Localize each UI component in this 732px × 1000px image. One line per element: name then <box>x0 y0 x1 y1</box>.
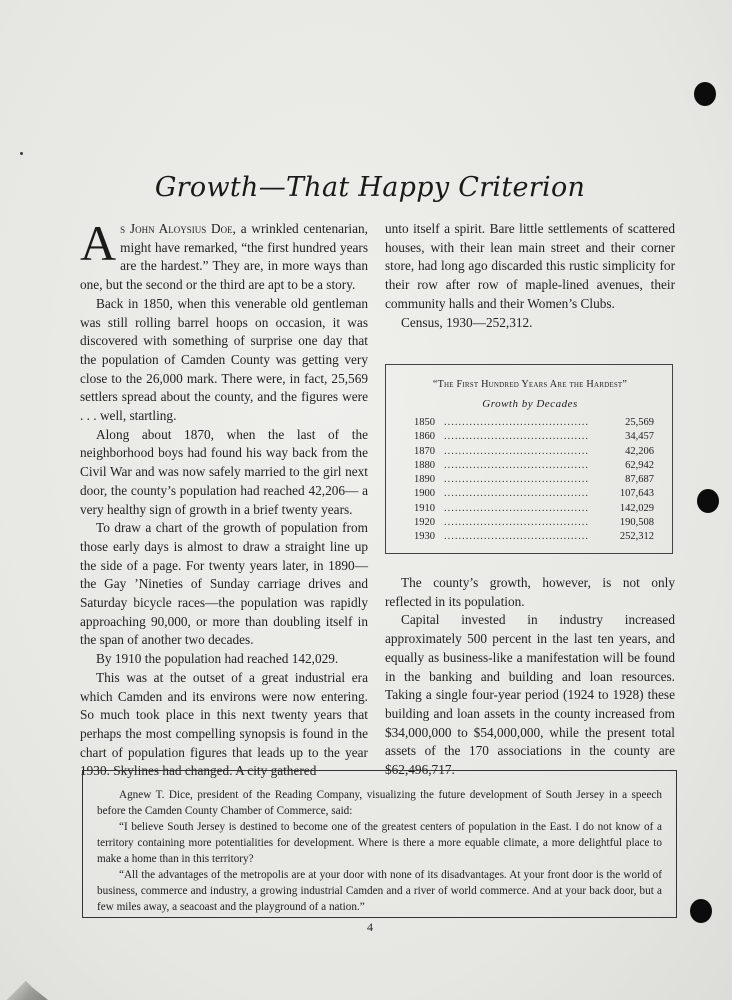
row-year: 1910 <box>414 502 435 514</box>
page-number: 4 <box>367 920 373 934</box>
row-year: 1920 <box>414 517 435 529</box>
quote-paragraph: “All the advantages of the metropolis are at your door with none of its disadvantages. At your front door is the world of business, commerce and industry, a growing industrial Camden and a river of world commerce. And at your back door, but a few miles away, a seacoast and the playground of a nation.” <box>97 869 662 913</box>
right-column-top <box>385 220 675 332</box>
table-title: “The First Hundred Years Are the Hardest” <box>432 379 628 390</box>
punch-hole-top <box>694 82 716 106</box>
punch-hole-middle <box>697 489 719 513</box>
body-paragraph: unto itself a spirit. Bare little settlements of scattered houses, with their lean main street and their corner store, had long ago discarded this rustic simplicity for their row after row of maple-lined avenues, their community halls and their Women’s Clubs. <box>385 221 675 311</box>
body-paragraph: To draw a chart of the growth of population from those early days is almost to draw a straight line up the side of a page. For twenty years later, in 1890—the Gay ’Nineties of Sunday carriage drives and Saturday bicycle races—the population was rapidly approaching 90,000, or more than doubling itself in the span of another two decades. <box>80 520 368 648</box>
quote-box <box>82 770 677 918</box>
table-row <box>414 445 654 459</box>
table-row <box>414 487 654 501</box>
quote-intro: Agnew T. Dice, president of the Reading Company, visualizing the future development of South Jersey in a speech before the Camden County Chamber of Commerce, said: <box>97 789 662 817</box>
row-value: 25,569 <box>625 417 654 428</box>
row-value: 62,942 <box>625 459 654 471</box>
intro-text: , a wrinkled centenarian, might have remarked, “the first hundred years are the hardest.” They are, in more ways than one, but the second or the third are apt to be a story. <box>80 221 368 293</box>
quote-paragraph: “I believe South Jersey is destined to become one of the greatest centers of population in the East. I do not know of a territory containing more potentialities for development. Where is there a more equable climate, a more delightful place to make a home than in this territory? <box>97 821 662 865</box>
row-year: 1930 <box>414 531 435 543</box>
body-paragraph: This was at the outset of a great industrial era which Camden and its environs were now entering. So much took place in this next twenty years that perhaps the most compelling synopsis is found in the chart of population figures that leads up to the year 1930. Skylines had changed. A city gathered <box>80 669 368 779</box>
table-row <box>414 502 654 516</box>
body-paragraph: Along about 1870, when the last of the neighborhood boys had found his way back from the Civil War and was now safely married to the girl next door, the county’s population had reached 42,206— a very healthy sign of growth in a brief twenty years. <box>80 426 368 517</box>
row-year: 1870 <box>414 445 435 457</box>
table-row <box>414 516 654 530</box>
leader-dots: ........................................ <box>444 445 589 457</box>
body-paragraph: Back in 1850, when this venerable old gentleman was still rolling barrel hoops on occasion, it was discovered with something of surprise one day that the population of Camden County was getting very close to the 26,000 mark. There were, in fact, 25,569 settlers spread about the county, and the figures were . . . well, startling. <box>80 295 368 424</box>
drop-cap: A <box>80 215 117 271</box>
row-year: 1860 <box>414 431 435 443</box>
right-column-bottom <box>385 574 675 780</box>
torn-corner <box>0 940 60 1000</box>
body-paragraph: Capital invested in industry increased approximately 500 percent in the last ten years, and equally as business-like a manifestation will be found in the banking and building and loan resources. Taking a single four-year period (1924 to 1928) these building and loan assets in the county increased from $34,000,000 to $54,000,000, while the present total assets of the 170 associations in the county are $62,496,717. <box>385 612 675 778</box>
table-row <box>414 416 654 430</box>
row-value: 252,312 <box>619 531 654 543</box>
table-row <box>414 430 654 444</box>
row-value: 142,029 <box>619 502 654 514</box>
ink-speck <box>20 152 23 155</box>
row-value: 42,206 <box>625 445 654 457</box>
row-value: 190,508 <box>619 517 654 529</box>
population-table-box <box>385 364 673 554</box>
intro-lead: s <box>120 221 130 236</box>
row-year: 1890 <box>414 474 435 486</box>
body-paragraph: By 1910 the population had reached 142,029. <box>96 651 339 667</box>
census-line: Census, 1930—252,312. <box>401 314 533 330</box>
leader-dots: ........................................ <box>444 488 589 500</box>
row-year: 1900 <box>414 488 435 500</box>
table-row <box>414 473 654 487</box>
leader-dots: ........................................ <box>444 517 589 529</box>
row-value: 34,457 <box>625 431 654 443</box>
intro-name: John Aloysius Doe <box>129 221 233 236</box>
table-row <box>414 459 654 473</box>
row-value: 87,687 <box>625 474 654 486</box>
row-value: 107,643 <box>619 488 654 500</box>
intro-paragraph <box>80 215 368 295</box>
page-title: Growth—That Happy Criterion <box>154 172 586 203</box>
row-year: 1880 <box>414 459 435 471</box>
leader-dots: ........................................ <box>444 474 589 486</box>
body-paragraph: The county’s growth, however, is not only reflected in its population. <box>385 575 675 609</box>
leader-dots: ........................................ <box>444 502 589 514</box>
leader-dots: ........................................ <box>444 531 589 543</box>
left-column <box>80 215 368 781</box>
leader-dots: ........................................ <box>444 459 589 471</box>
leader-dots: ........................................ <box>444 431 589 443</box>
table-subtitle: Growth by Decades <box>482 398 578 410</box>
row-year: 1850 <box>414 417 435 428</box>
table-row <box>414 530 654 544</box>
leader-dots: ........................................ <box>444 417 589 428</box>
table-rows <box>414 416 654 545</box>
punch-hole-bottom <box>690 899 712 923</box>
